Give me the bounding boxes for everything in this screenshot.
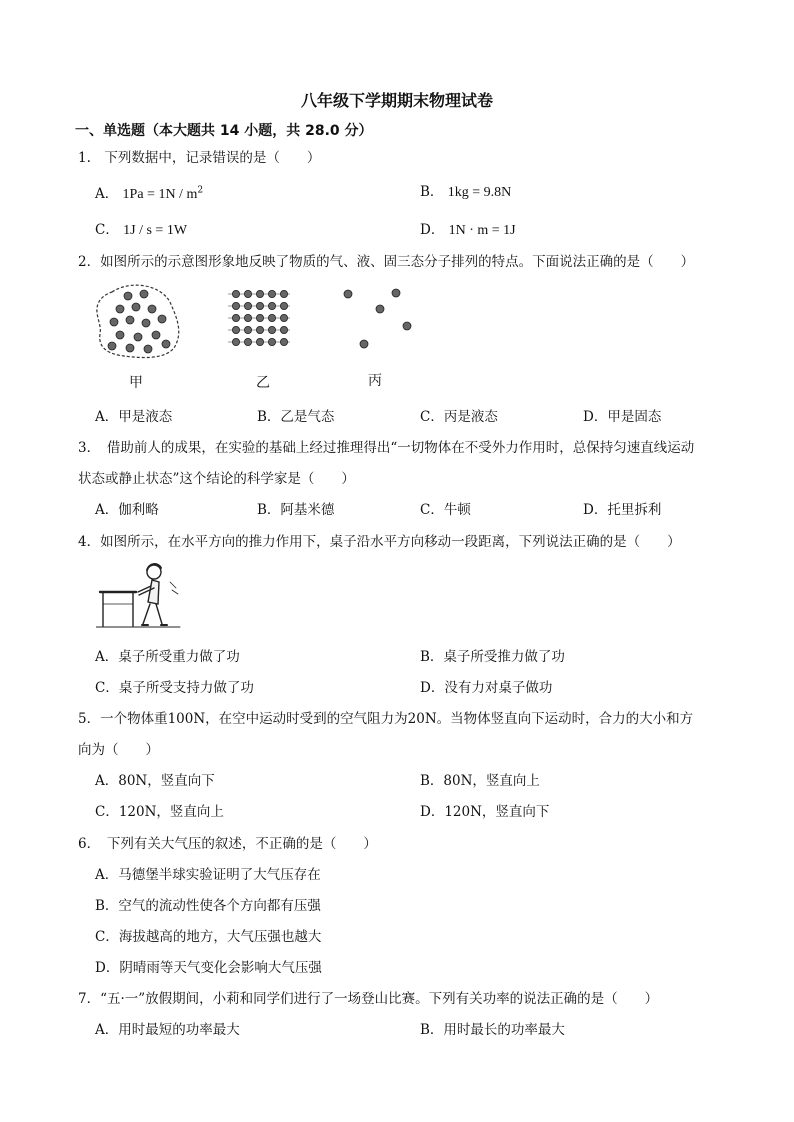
option-text: 桌子所受支持力做了功 bbox=[118, 680, 254, 696]
option-text: 用时最长的功率最大 bbox=[443, 1022, 565, 1038]
question-5-stem-line2: 向为（ ） bbox=[78, 742, 159, 758]
option-letter: C． bbox=[420, 409, 444, 425]
option-letter: C． bbox=[95, 804, 119, 820]
option-text: 空气的流动性使各个方向都有压强 bbox=[118, 898, 321, 914]
q1-option-b[interactable] bbox=[420, 180, 511, 201]
q5-option-a[interactable] bbox=[95, 769, 215, 789]
option-letter: A． bbox=[95, 773, 119, 789]
option-letter: D． bbox=[420, 804, 445, 820]
option-text: 1kg = 9.8N bbox=[447, 185, 512, 200]
superscript: 2 bbox=[197, 185, 204, 196]
q2-option-c[interactable] bbox=[420, 405, 498, 425]
question-7-stem: 7．“五·一”放假期间，小莉和同学们进行了一场登山比赛。下列有关功率的说法正确的是（ ） bbox=[78, 991, 659, 1007]
page-title: 八年级下学期期末物理试卷 bbox=[300, 91, 493, 110]
jia-molecules bbox=[108, 290, 170, 353]
option-letter: D． bbox=[95, 960, 120, 976]
option-text: 120N，竖直向上 bbox=[118, 804, 224, 820]
option-text: 甲是固态 bbox=[607, 409, 662, 425]
option-letter: D． bbox=[583, 409, 608, 425]
option-letter: A． bbox=[95, 1022, 119, 1038]
yi-lattice bbox=[228, 290, 290, 345]
q7-option-a[interactable] bbox=[95, 1018, 240, 1038]
bing-molecules bbox=[344, 289, 411, 348]
q5-option-b[interactable] bbox=[420, 769, 540, 789]
q7-option-b[interactable] bbox=[420, 1018, 565, 1038]
option-text: 没有力对桌子做功 bbox=[444, 680, 553, 696]
q3-option-b[interactable] bbox=[257, 498, 334, 518]
q6-option-b[interactable] bbox=[95, 894, 321, 914]
section-heading: 一、单选题（本大题共 14 小题，共 28.0 分） bbox=[75, 123, 373, 139]
q1-option-a[interactable] bbox=[95, 182, 203, 203]
q2-option-d[interactable] bbox=[583, 405, 661, 425]
q3-option-d[interactable] bbox=[583, 498, 661, 518]
q5-option-c[interactable] bbox=[95, 800, 224, 820]
option-letter: C． bbox=[95, 222, 119, 238]
q1-option-d[interactable] bbox=[420, 218, 516, 239]
molecule-states-figure bbox=[90, 282, 430, 364]
figure-label-bing: 丙 bbox=[368, 373, 382, 389]
question-1-stem: 1. 下列数据中，记录错误的是（ ） bbox=[78, 150, 321, 166]
option-letter: C． bbox=[95, 680, 119, 696]
question-4-stem: 4．如图所示，在水平方向的推力作用下，桌子沿水平方向移动一段距离，下列说法正确的是（ ） bbox=[78, 534, 681, 550]
option-text: 桌子所受重力做了功 bbox=[118, 649, 240, 665]
option-letter: C． bbox=[95, 929, 119, 945]
option-text: 乙是气态 bbox=[280, 409, 335, 425]
question-3-stem-line1: 3． 借助前人的成果，在实验的基础上经过推理得出“一切物体在不受外力作用时，总保持匀速直线运动 bbox=[78, 440, 695, 456]
q4-option-b[interactable] bbox=[420, 645, 565, 665]
figure-label-yi: 乙 bbox=[256, 375, 270, 391]
option-letter: A． bbox=[95, 186, 119, 202]
option-letter: B． bbox=[420, 184, 444, 200]
q6-option-c[interactable] bbox=[95, 925, 321, 945]
option-letter: B． bbox=[420, 649, 444, 665]
option-letter: B． bbox=[420, 1022, 444, 1038]
figure-label-jia: 甲 bbox=[129, 375, 143, 391]
option-letter: A． bbox=[95, 649, 119, 665]
option-letter: B． bbox=[257, 502, 281, 518]
q4-option-d[interactable] bbox=[420, 676, 552, 696]
option-text: 牛顿 bbox=[443, 502, 471, 518]
option-letter: A． bbox=[95, 502, 119, 518]
question-5-stem-line1: 5．一个物体重100N，在空中运动时受到的空气阻力为20N。当物体竖直向下运动时，合力的大小和方 bbox=[78, 711, 694, 727]
q4-option-c[interactable] bbox=[95, 676, 254, 696]
question-6-stem: 6． 下列有关大气压的叙述，不正确的是（ ） bbox=[78, 836, 377, 852]
question-3-stem-line2: 状态或静止状态”这个结论的科学家是（ ） bbox=[78, 471, 355, 487]
option-text: 80N，竖直向上 bbox=[443, 773, 540, 789]
q2-option-b[interactable] bbox=[257, 405, 334, 425]
q5-option-d[interactable] bbox=[420, 800, 549, 820]
q2-option-a[interactable] bbox=[95, 405, 172, 425]
option-text: 80N，竖直向下 bbox=[118, 773, 215, 789]
option-letter: A． bbox=[95, 409, 119, 425]
option-letter: D． bbox=[583, 502, 608, 518]
question-2-stem: 2．如图所示的示意图形象地反映了物质的气、液、固三态分子排列的特点。下面说法正确的是（ ） bbox=[78, 254, 695, 270]
option-letter: C． bbox=[420, 502, 444, 518]
option-letter: B． bbox=[257, 409, 281, 425]
option-text: 阿基米德 bbox=[280, 502, 335, 518]
q4-option-a[interactable] bbox=[95, 645, 240, 665]
option-letter: D． bbox=[420, 222, 445, 238]
q3-option-a[interactable] bbox=[95, 498, 159, 518]
option-text: 伽利略 bbox=[118, 502, 159, 518]
option-text: 托里拆利 bbox=[607, 502, 662, 518]
option-letter: B． bbox=[420, 773, 444, 789]
option-text: 甲是液态 bbox=[118, 409, 173, 425]
option-text: 阴晴雨等天气变化会影响大气压强 bbox=[119, 960, 322, 976]
option-text: 丙是液态 bbox=[443, 409, 498, 425]
option-text: 桌子所受推力做了功 bbox=[443, 649, 565, 665]
q3-option-c[interactable] bbox=[420, 498, 471, 518]
option-letter: A． bbox=[95, 867, 119, 883]
pushing-table-figure bbox=[96, 560, 186, 632]
option-text: 马德堡半球实验证明了大气压存在 bbox=[118, 867, 321, 883]
option-text: 用时最短的功率最大 bbox=[118, 1022, 240, 1038]
q6-option-d[interactable] bbox=[95, 956, 322, 976]
option-text: 120N，竖直向下 bbox=[444, 804, 550, 820]
q1-option-c[interactable] bbox=[95, 218, 187, 239]
option-text: 1N · m = 1J bbox=[448, 223, 516, 238]
q6-option-a[interactable] bbox=[95, 863, 321, 883]
option-text: 海拔越高的地方，大气压强也越大 bbox=[118, 929, 322, 945]
option-text: 1J / s = 1W bbox=[123, 223, 188, 238]
option-text: 1Pa = 1N / m bbox=[122, 187, 198, 202]
option-letter: B． bbox=[95, 898, 119, 914]
option-letter: D． bbox=[420, 680, 445, 696]
